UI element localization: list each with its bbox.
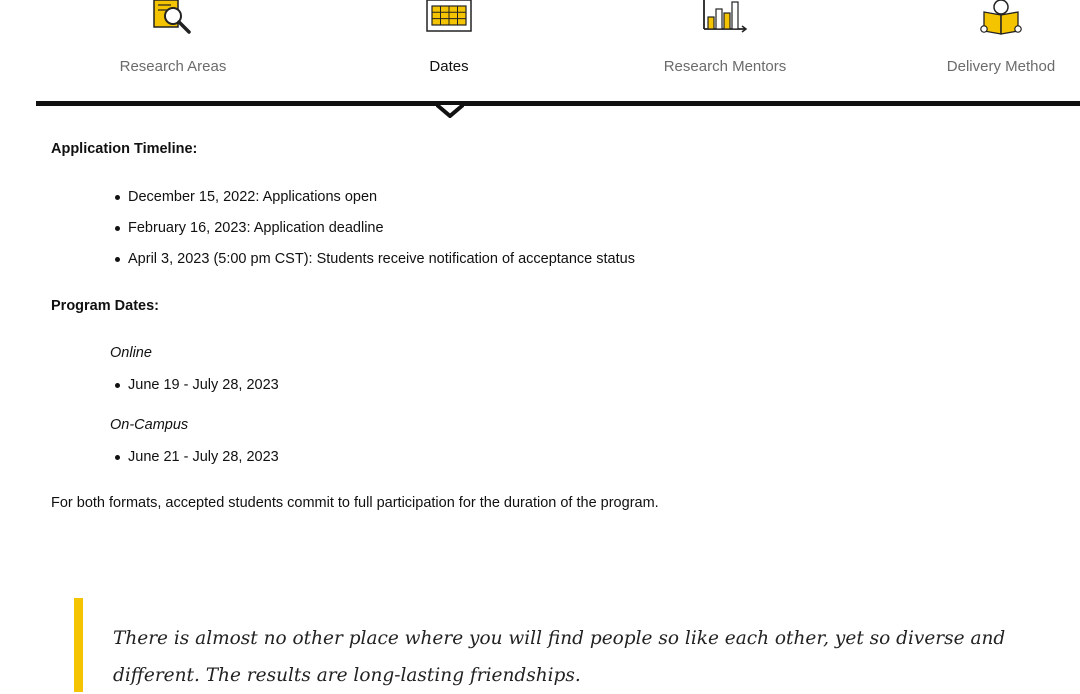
participation-note: For both formats, accepted students commit to full participation for the duration of the program. [51,495,659,511]
calendar-icon [425,0,473,34]
list-item: April 3, 2023 (5:00 pm CST): Students receive notification of acceptance status [128,250,635,281]
on-campus-dates-list [128,448,279,479]
bar-chart-icon [701,0,751,34]
online-label: Online [110,345,152,361]
tab-label: Research Mentors [663,58,787,75]
list-item: February 16, 2023: Application deadline [128,219,635,250]
list-item: June 21 - July 28, 2023 [128,448,279,479]
quote-accent-bar [74,598,83,692]
tab-label: Delivery Method [946,58,1056,75]
online-dates-list [128,376,279,407]
application-timeline-heading: Application Timeline: [51,141,198,157]
person-reading-icon [977,0,1025,36]
list-item: June 19 - July 28, 2023 [128,376,279,407]
tab-underline [36,101,1080,106]
tab-dates[interactable] [339,0,559,90]
tab-navigation [0,0,1080,118]
tab-label: Research Areas [119,58,227,75]
program-dates-heading: Program Dates: [51,298,159,314]
testimonial-quote: There is almost no other place where you will find people so like each other, yet so diverse and different. The results are long-lasting friendships. [113,628,1006,686]
tab-delivery-method[interactable] [891,0,1080,90]
magnifier-document-icon [149,0,197,36]
tab-research-mentors[interactable] [615,0,835,90]
on-campus-label: On-Campus [110,417,189,433]
active-tab-caret-icon [436,104,464,118]
list-item: December 15, 2022: Applications open [128,188,635,219]
tab-label: Dates [429,58,469,75]
timeline-list [128,188,635,281]
tab-research-areas[interactable] [63,0,283,90]
